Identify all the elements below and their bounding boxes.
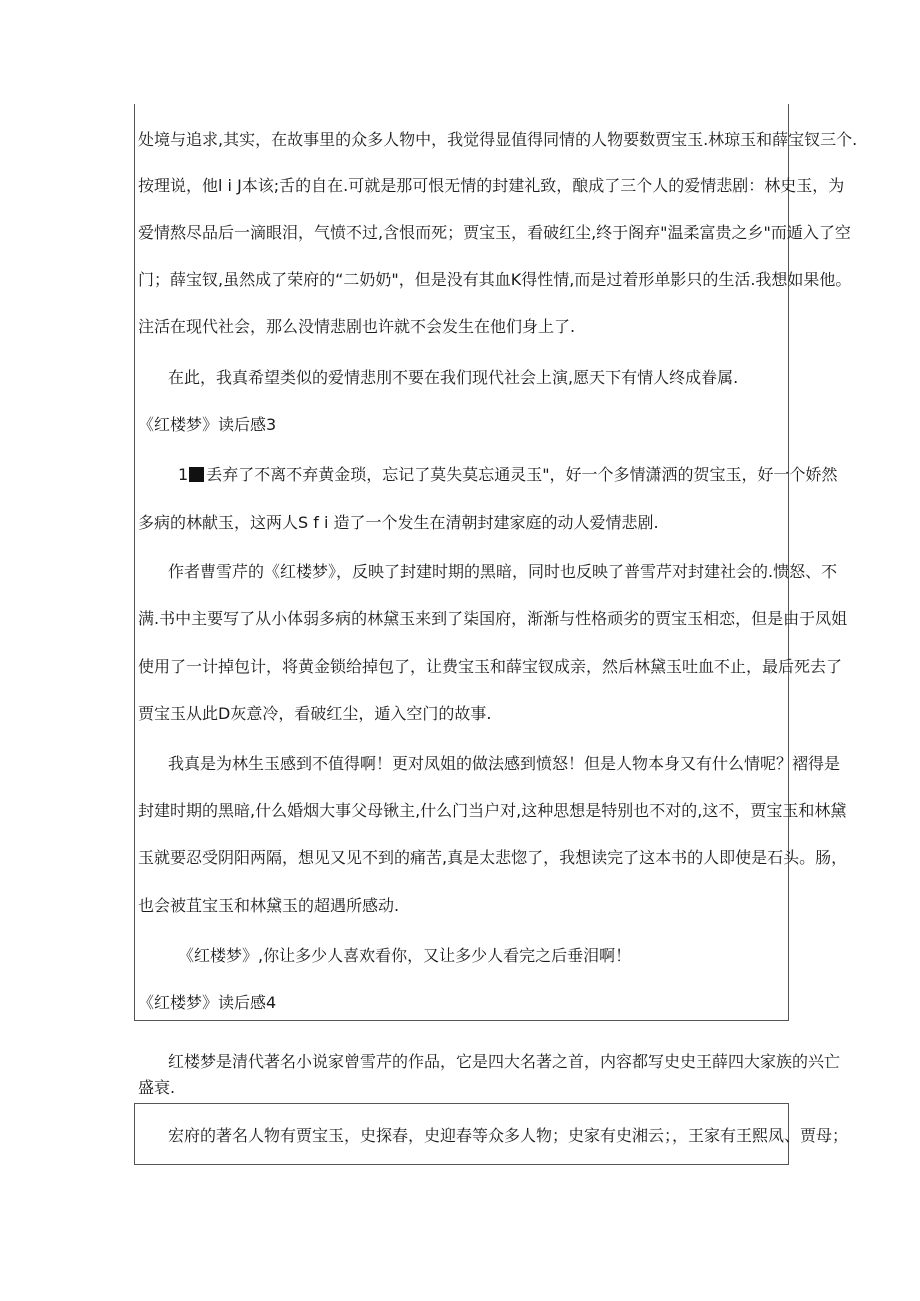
paragraph-line: 封建时期的黑暗,什么婚烟大事父母锹主,什么门当户对,这种思想是特别也不对的,这不，贾宝玉和林黛 xyxy=(138,801,847,820)
paragraph-text: 丢弃了不离不弃黄金琐，忘记了莫失莫忘通灵玉"，好一个多情潇洒的贺宝玉，好一个娇然 xyxy=(206,465,838,484)
paragraph-line: 宏府的著名人物有贾宝玉，史探春，史迎春等众多人物；史家有史湘云；，王家有王熙凤、贾母； xyxy=(168,1126,849,1145)
paragraph-line: 处境与追求,其实，在故事里的众多人物中，我觉得显值得同情的人物要数贾宝玉.林琼玉和薛宝钗三个. xyxy=(138,130,858,149)
paragraph-line: 使用了一计掉包计，将黄金锁给掉包了，让费宝玉和薛宝钗成亲，然后林黛玉吐血不止，最后死去了 xyxy=(138,657,843,676)
paragraph-line: 作者曹雪芹的《红楼梦》，反映了封建时期的黑暗，同时也反映了普雪芹对封建社会的.愦怒、不 xyxy=(168,562,838,581)
paragraph-line: 也会被苴宝玉和林黛玉的超遇所感动. xyxy=(138,896,400,915)
paragraph-number: 1 xyxy=(178,465,189,484)
paragraph-line: 玉就要忍受阴阳两隔，想见又见不到的痛苦,真是太悲惚了，我想读完了这本书的人即使是石头。肠， xyxy=(138,848,848,867)
paragraph-line: 注活在现代社会，那么没情悲剧也许就不会发生在他们身上了. xyxy=(138,317,576,336)
section-heading-3: 《红楼梦》读后感3 xyxy=(138,415,277,434)
paragraph-line xyxy=(178,464,838,486)
section-heading-4: 《红楼梦》读后感4 xyxy=(138,993,277,1012)
paragraph-line: 红楼梦是清代著名小说家曾雪芹的作品，它是四大名著之首，内容都写史史王薛四大家族的兴亡 xyxy=(168,1052,841,1071)
paragraph-line: 爱情熬尽品后一滴眼泪，气愤不过,含恨而死；贾宝玉，看破红尘,终于阁弃"温柔富贵之乡"而遁入了空 xyxy=(138,223,851,242)
paragraph-line: 贾宝玉从此D灰意冷，看破红尘，遁入空门的故事. xyxy=(138,704,492,723)
paragraph-line: 我真是为林生玉感到不值得啊！更对凤姐的做法感到愤怒！但是人物本身又有什么情呢？褶得是 xyxy=(168,754,841,773)
paragraph-closing: 在此，我真希望类似的爱情悲刖不要在我们现代社会上演,愿天下有情人终成眷属. xyxy=(168,368,739,387)
paragraph-line: 《红楼梦》,你让多少人喜欢看你，又让多少人看完之后垂泪啊！ xyxy=(178,946,632,965)
redaction-block xyxy=(189,467,204,482)
paragraph-line: 盛衰. xyxy=(138,1078,176,1097)
paragraph-line: 按理说，他l i J本该;舌的自在.可就是那可恨无情的封建礼致，酿成了三个人的爱情悲剧：林史玉，为 xyxy=(138,176,845,195)
paragraph-line: 多病的林献玉，这两人S f i 造了一个发生在清朝封建家庭的动人爱情悲剧. xyxy=(138,513,659,532)
paragraph-line: 门；薛宝钗,虽然成了荣府的“二奶奶"，但是没有其血K得性情,而是过着形单影只的生活.我想如果他。 xyxy=(138,270,852,289)
paragraph-line: 满.书中主要写了从小体弱多病的林黛玉来到了柒国府，渐渐与性格顽劣的贾宝玉相恋，但是由于凤姐 xyxy=(138,609,848,628)
